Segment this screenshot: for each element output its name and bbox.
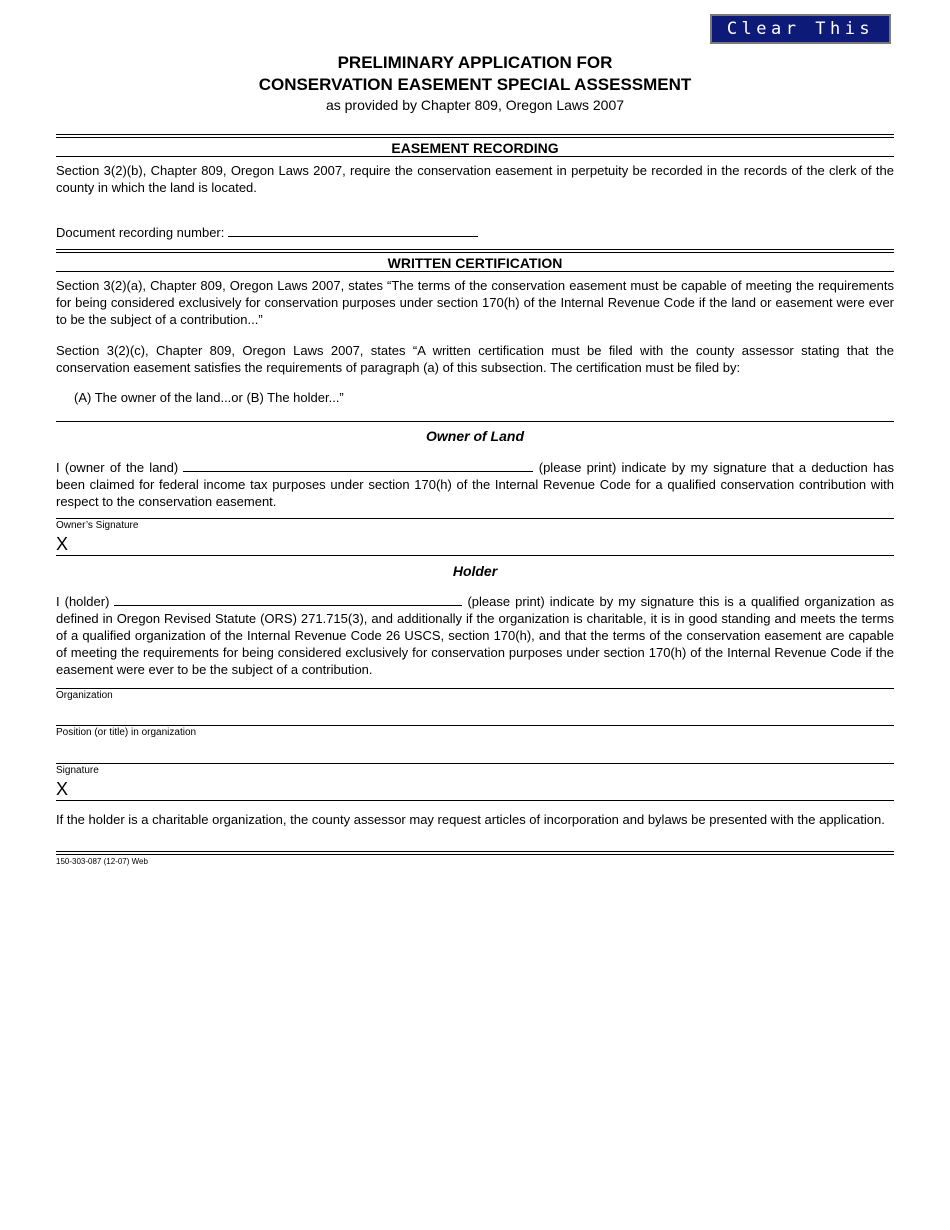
owner-signature-mark: X	[56, 534, 69, 554]
divider	[56, 137, 894, 138]
easement-recording-text: Section 3(2)(b), Chapter 809, Oregon Laws 2007, require the conservation easement in perpetuity be recorded in the records of the clerk of the county in which the land is located.	[56, 163, 894, 195]
document-recording-label: Document recording number:	[56, 225, 225, 240]
divider	[56, 555, 894, 556]
owner-statement-text: (please print) indicate by my signature that a deduction has been claimed for federal income tax purposes under section 170(h) of the Internal Revenue Code for a qualified conservation contribution with respect to the conservation easement.	[56, 460, 894, 509]
certification-paragraph-3: (A) The owner of the land...or (B) The holder...”	[74, 390, 344, 405]
holder-name-field[interactable]	[114, 593, 462, 606]
divider	[56, 800, 894, 801]
holder-statement-text: (please print) indicate by my signature this is a qualified organization as defined in Oregon Revised Statute (ORS) 271.715(3), and additionally if the organization is charitable, it is in good standing and meets the terms of a qualified organization of the Internal Revenue Code 26 USCS, section 170(h), and that the terms of the conservation easement are capable of meeting the requirements for being considered exclusively for conservation purposes under section 170(h) of the Internal Revenue Code if the easement were ever to be the subject of a contribution.	[56, 594, 894, 677]
owner-name-field[interactable]	[183, 459, 533, 472]
divider	[56, 688, 894, 689]
holder-signature-field[interactable]	[74, 777, 894, 799]
position-label: Position (or title) in organization	[56, 727, 197, 738]
divider	[56, 252, 894, 253]
holder-statement	[56, 593, 894, 678]
divider	[56, 249, 894, 250]
owner-lead-text: I (owner of the land)	[56, 460, 179, 475]
organization-field[interactable]	[56, 703, 894, 723]
easement-recording-heading: EASEMENT RECORDING	[391, 140, 559, 156]
owner-statement	[56, 459, 894, 510]
divider	[56, 725, 894, 726]
holder-signature-mark: X	[56, 779, 69, 799]
owner-signature-label: Owner’s Signature	[56, 520, 139, 531]
form-number: 150-303-087 (12-07) Web	[56, 857, 148, 866]
divider	[56, 156, 894, 157]
owner-signature-field[interactable]	[74, 532, 894, 554]
written-certification-heading: WRITTEN CERTIFICATION	[387, 255, 563, 271]
divider	[56, 854, 894, 855]
charitable-organization-note: If the holder is a charitable organization, the county assessor may request articles of incorporation and bylaws be presented with the application.	[56, 812, 885, 827]
form-title-line1: PRELIMINARY APPLICATION FOR	[337, 53, 613, 72]
form-subtitle: as provided by Chapter 809, Oregon Laws 2007	[325, 97, 625, 113]
holder-lead-text: I (holder)	[56, 594, 110, 609]
owner-of-land-heading: Owner of Land	[426, 428, 524, 444]
divider	[56, 518, 894, 519]
organization-label: Organization	[56, 690, 113, 701]
divider	[56, 134, 894, 135]
position-field[interactable]	[56, 740, 894, 762]
divider	[56, 271, 894, 272]
holder-signature-label: Signature	[56, 765, 99, 776]
document-recording-row	[56, 224, 894, 241]
clear-page-button[interactable]: Clear This Page	[710, 14, 891, 44]
document-recording-number-field[interactable]	[228, 224, 478, 237]
divider	[56, 851, 894, 852]
divider	[56, 763, 894, 764]
holder-heading: Holder	[452, 563, 498, 579]
form-title-line2: CONSERVATION EASEMENT SPECIAL ASSESSMENT	[258, 75, 692, 94]
certification-paragraph-2: Section 3(2)(c), Chapter 809, Oregon Laws 2007, states “A written certification must be filed with the county assessor stating that the conservation easement satisfies the requirements of paragraph (a) of this subsection. The certification must be filed by:	[56, 343, 894, 375]
certification-paragraph-1: Section 3(2)(a), Chapter 809, Oregon Laws 2007, states “The terms of the conservation easement must be capable of meeting the requirements for being considered exclusively for conservation purposes under section 170(h) of the Internal Revenue Code if the land or easement were ever to be the subject of a contribution...”	[56, 278, 894, 327]
divider	[56, 421, 894, 422]
